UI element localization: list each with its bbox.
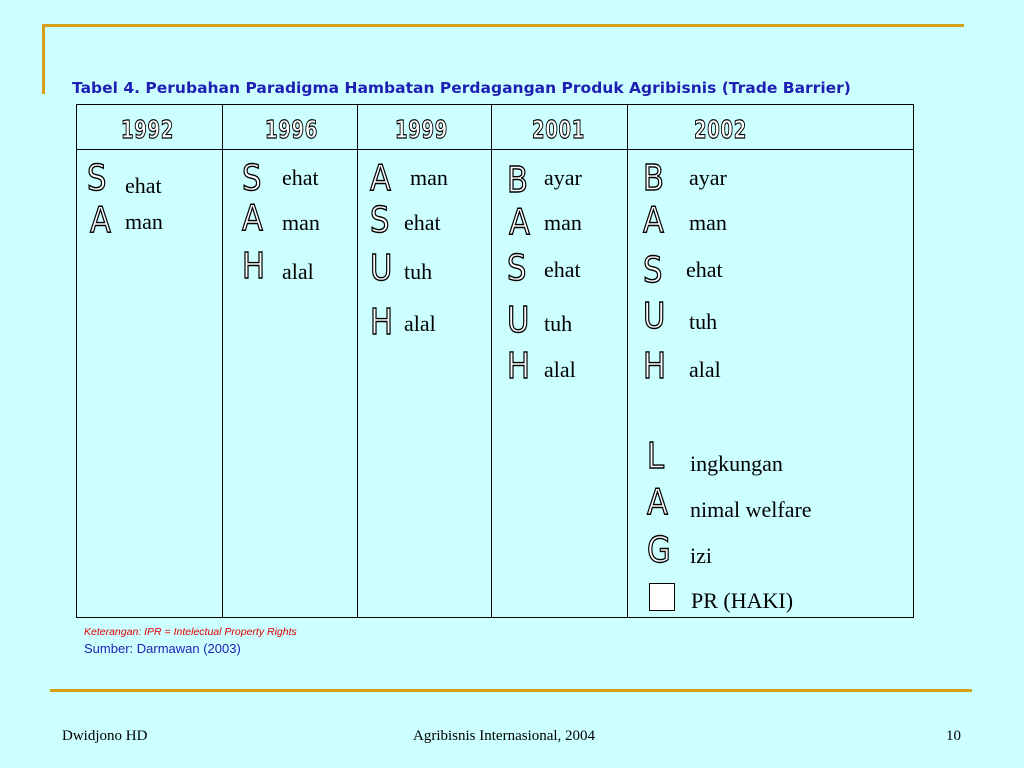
column-divider bbox=[491, 105, 492, 617]
initial-letter: U bbox=[643, 296, 666, 337]
left-frame-line bbox=[42, 24, 45, 94]
word-rest: tuh bbox=[404, 259, 433, 284]
word-rest: izi bbox=[690, 543, 712, 568]
initial-letter: A bbox=[509, 202, 530, 243]
initial-letter: H bbox=[643, 346, 667, 387]
footer-author: Dwidjono HD bbox=[62, 728, 148, 744]
year-header-2002: 2002 bbox=[694, 115, 747, 144]
initial-letter: U bbox=[507, 300, 530, 341]
initial-letter: U bbox=[370, 248, 393, 289]
initial-letter: L bbox=[647, 436, 665, 477]
word-rest: man bbox=[282, 210, 320, 235]
year-header-1996: 1996 bbox=[265, 115, 318, 144]
column-divider bbox=[627, 105, 628, 617]
word-rest: ingkungan bbox=[690, 451, 783, 476]
word-rest: PR (HAKI) bbox=[691, 588, 794, 613]
table-title: Tabel 4. Perubahan Paradigma Hambatan Perdagangan Produk Agribisnis (Trade Barrier) bbox=[72, 79, 851, 97]
word-rest: man bbox=[410, 165, 448, 190]
initial-letter: S bbox=[643, 250, 663, 291]
word-rest: alal bbox=[282, 259, 314, 284]
initial-letter: A bbox=[370, 158, 391, 199]
initial-letter: H bbox=[507, 346, 531, 387]
initial-letter: B bbox=[507, 160, 528, 201]
word-rest: alal bbox=[544, 357, 576, 382]
word-rest: ehat bbox=[404, 210, 441, 235]
initial-letter: A bbox=[647, 482, 668, 523]
word-rest: ayar bbox=[689, 165, 727, 190]
word-rest: man bbox=[125, 209, 163, 234]
header-divider bbox=[77, 149, 913, 150]
initial-letter: S bbox=[370, 200, 390, 241]
initial-letter: S bbox=[507, 248, 527, 289]
word-rest: man bbox=[689, 210, 727, 235]
blank-box-icon bbox=[649, 583, 675, 611]
initial-letter: H bbox=[242, 246, 266, 287]
source-note: Sumber: Darmawan (2003) bbox=[84, 641, 241, 656]
page-number: 10 bbox=[946, 728, 961, 744]
year-header-1999: 1999 bbox=[395, 115, 448, 144]
top-frame-line bbox=[42, 24, 964, 27]
year-header-1992: 1992 bbox=[121, 115, 174, 144]
initial-letter: A bbox=[242, 198, 263, 239]
initial-letter: A bbox=[643, 200, 664, 241]
footer-divider bbox=[50, 689, 972, 692]
word-rest: ehat bbox=[125, 173, 162, 198]
word-rest: ehat bbox=[282, 165, 319, 190]
word-rest: ehat bbox=[544, 257, 581, 282]
word-rest: tuh bbox=[544, 311, 573, 336]
initial-letter: S bbox=[87, 158, 107, 199]
word-rest: man bbox=[544, 210, 582, 235]
year-header-2001: 2001 bbox=[532, 115, 585, 144]
keterangan-note: Keterangan: IPR = Intelectual Property Rights bbox=[84, 626, 297, 638]
initial-letter: A bbox=[90, 200, 111, 241]
column-divider bbox=[357, 105, 358, 617]
column-divider bbox=[222, 105, 223, 617]
paradigm-table bbox=[76, 104, 914, 618]
initial-letter: B bbox=[643, 158, 664, 199]
initial-letter: S bbox=[242, 158, 262, 199]
word-rest: ayar bbox=[544, 165, 582, 190]
word-rest: ehat bbox=[686, 257, 723, 282]
footer-course: Agribisnis Internasional, 2004 bbox=[413, 728, 596, 744]
word-rest: nimal welfare bbox=[690, 497, 812, 522]
initial-letter: H bbox=[370, 302, 394, 343]
word-rest: alal bbox=[404, 311, 436, 336]
word-rest: tuh bbox=[689, 309, 718, 334]
initial-letter: G bbox=[647, 530, 671, 571]
word-rest: alal bbox=[689, 357, 721, 382]
